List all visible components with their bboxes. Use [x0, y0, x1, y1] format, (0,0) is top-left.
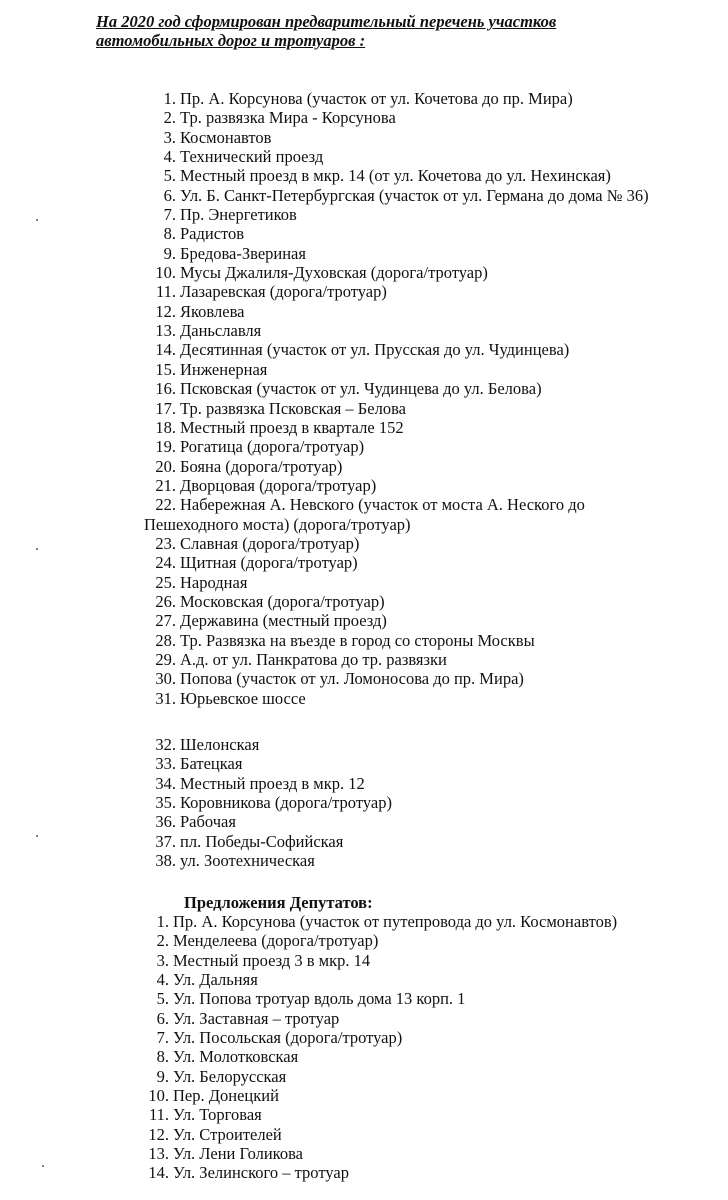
list-item — [140, 1047, 617, 1066]
item-text: Попова (участок от ул. Ломоносова до пр. Мира) — [180, 669, 524, 689]
item-number: 35. — [155, 793, 176, 813]
item-text: Ул. Лени Голикова — [173, 1144, 304, 1164]
list-item — [140, 669, 649, 688]
item-text: Рогатица (дорога/тротуар) — [180, 437, 365, 457]
item-text: Ул. Зелинского – тротуар — [173, 1163, 349, 1183]
item-number: 9. — [163, 243, 176, 263]
item-text: Дворцовая (дорога/тротуар) — [180, 475, 377, 495]
item-text: Шелонская — [180, 735, 260, 754]
list-item — [140, 302, 649, 321]
list-item — [140, 812, 392, 831]
item-number: 5. — [156, 989, 169, 1009]
list-item — [140, 1144, 617, 1163]
item-number: 14. — [155, 340, 176, 360]
item-text: Рабочая — [180, 812, 236, 832]
item-text: Славная (дорога/тротуар) — [180, 533, 360, 553]
item-text: Щитная (дорога/тротуар) — [180, 553, 358, 573]
item-text: Ул. Торговая — [173, 1105, 262, 1125]
item-number: 32. — [155, 735, 176, 754]
list-item — [140, 793, 392, 812]
item-text: Ул. Молотковская — [173, 1047, 299, 1067]
document-heading — [96, 12, 596, 50]
list-item — [140, 970, 617, 989]
item-text: Державина (местный проезд) — [180, 611, 387, 631]
list-item — [140, 108, 649, 127]
item-number: 14. — [148, 1163, 169, 1183]
item-number: 16. — [155, 379, 176, 399]
item-number: 4. — [163, 147, 176, 167]
list-item — [140, 224, 649, 243]
item-number: 24. — [155, 553, 176, 573]
item-number: 19. — [155, 437, 176, 457]
list-item — [140, 166, 649, 185]
item-text: ул. Зоотехническая — [180, 851, 315, 871]
item-text: Ул. Посольская (дорога/тротуар) — [173, 1028, 403, 1048]
list-item — [140, 1009, 617, 1028]
item-number: 5. — [163, 166, 176, 186]
list-item — [140, 399, 649, 418]
heading-line-1: На 2020 год сформирован предварительный перечень участков — [96, 12, 557, 31]
item-text: Московская (дорога/тротуар) — [180, 591, 385, 611]
item-text: Менделеева (дорога/тротуар) — [173, 931, 379, 951]
item-number: 2. — [163, 108, 176, 128]
item-text: Местный проезд 3 в мкр. 14 — [173, 950, 371, 970]
item-number: 33. — [155, 754, 176, 774]
list-item — [140, 360, 649, 379]
list-item — [140, 437, 649, 456]
road-sections-list — [140, 89, 649, 708]
scan-speck — [36, 548, 38, 550]
item-number: 13. — [148, 1144, 169, 1164]
list-item — [140, 244, 649, 263]
item-text: Тр. развязка Псковская – Белова — [180, 398, 406, 418]
item-number: 38. — [155, 851, 176, 871]
item-number: 11. — [155, 282, 176, 302]
item-number: 8. — [156, 1047, 169, 1067]
item-text: Пр. А. Корсунова (участок от путепровода до ул. Космонавтов) — [173, 912, 618, 931]
list-item — [140, 611, 649, 630]
scan-speck — [36, 835, 38, 837]
item-text: Ул. Попова тротуар вдоль дома 13 корп. 1 — [173, 989, 466, 1009]
item-text: Тр. развязка Мира - Корсунова — [180, 108, 396, 128]
list-item — [140, 851, 392, 870]
item-number: 10. — [148, 1086, 169, 1106]
item-number: 1. — [156, 912, 169, 931]
list-item — [140, 592, 649, 611]
list-item — [140, 832, 392, 851]
item-number: 12. — [148, 1124, 169, 1144]
list-item — [140, 128, 649, 147]
list-item — [140, 989, 617, 1008]
item-number: 26. — [155, 591, 176, 611]
list-item — [140, 931, 617, 950]
item-text: Технический проезд — [180, 147, 324, 167]
item-text: Инженерная — [180, 359, 268, 379]
item-number: 27. — [155, 611, 176, 631]
list-item — [140, 534, 649, 553]
deputies-proposals-list — [140, 912, 617, 1183]
item-number: 29. — [155, 649, 176, 669]
item-text: А.д. от ул. Панкратова до тр. развязки — [180, 649, 447, 669]
item-number: 12. — [155, 301, 176, 321]
item-number: 37. — [155, 831, 176, 851]
item-text: Даньславля — [180, 321, 262, 341]
list-item — [140, 754, 392, 773]
item-number: 18. — [155, 417, 176, 437]
item-text: Местный проезд в мкр. 12 — [180, 773, 365, 793]
item-text: Ул. Белорусская — [173, 1066, 287, 1086]
scan-speck — [36, 219, 38, 221]
item-number: 2. — [156, 931, 169, 951]
list-item — [140, 321, 649, 340]
list-item — [140, 89, 649, 108]
list-item — [140, 340, 649, 359]
item-number: 11. — [148, 1105, 169, 1125]
item-number: 25. — [155, 572, 176, 592]
item-number: 8. — [163, 224, 176, 244]
item-number: 10. — [155, 263, 176, 283]
item-text: Местный проезд в мкр. 14 (от ул. Кочетова до ул. Нехинская) — [180, 166, 611, 186]
item-number: 23. — [155, 533, 176, 553]
item-text: Тр. Развязка на въезде в город со стороны Москвы — [180, 630, 535, 650]
item-text: Пр. Энергетиков — [180, 205, 297, 225]
list-item — [140, 951, 617, 970]
item-text-continuation: Пешеходного моста) (дорога/тротуар) — [144, 514, 411, 534]
item-text: Космонавтов — [180, 127, 272, 147]
item-text: Юрьевское шоссе — [180, 688, 306, 708]
item-number: 4. — [156, 970, 169, 990]
item-text: Местный проезд в квартале 152 — [180, 417, 404, 437]
item-number: 6. — [156, 1008, 169, 1028]
item-text: Набережная А. Невского (участок от моста А. Неского до — [180, 495, 585, 515]
item-number: 9. — [156, 1066, 169, 1086]
item-text: Псковская (участок от ул. Чудинцева до ул. Белова) — [180, 379, 542, 399]
heading-line-2: автомобильных дорог и тротуаров : — [96, 31, 366, 50]
item-number: 1. — [163, 89, 176, 108]
item-number: 7. — [156, 1028, 169, 1048]
list-item — [140, 147, 649, 166]
item-number: 31. — [155, 688, 176, 708]
item-number: 15. — [155, 359, 176, 379]
item-text: пл. Победы-Софийская — [180, 831, 344, 851]
list-item — [140, 735, 392, 754]
scan-speck — [42, 1165, 44, 1167]
list-item — [140, 282, 649, 301]
list-item — [140, 495, 620, 534]
item-number: 6. — [163, 185, 176, 205]
list-item — [140, 912, 617, 931]
item-number: 36. — [155, 812, 176, 832]
item-number: 7. — [163, 205, 176, 225]
item-text: Десятинная (участок от ул. Прусская до ул. Чудинцева) — [180, 340, 570, 360]
list-item — [140, 457, 649, 476]
list-item — [140, 476, 649, 495]
list-item — [140, 186, 649, 205]
list-item — [140, 573, 649, 592]
item-text: Пер. Донецкий — [173, 1086, 279, 1106]
road-sections-list-continued — [140, 735, 392, 870]
list-item — [140, 631, 649, 650]
list-item — [140, 1067, 617, 1086]
item-text: Мусы Джалиля-Духовская (дорога/тротуар) — [180, 263, 488, 283]
item-text: Ул. Строителей — [173, 1124, 282, 1144]
item-number: 34. — [155, 773, 176, 793]
item-text: Лазаревская (дорога/тротуар) — [180, 282, 387, 302]
item-number: 13. — [155, 321, 176, 341]
item-text: Коровникова (дорога/тротуар) — [180, 793, 392, 813]
item-number: 20. — [155, 456, 176, 476]
item-number: 21. — [155, 475, 176, 495]
item-text: Народная — [180, 572, 248, 592]
item-text: Радистов — [180, 224, 245, 244]
item-number: 17. — [155, 398, 176, 418]
list-item — [140, 1125, 617, 1144]
list-item — [140, 1105, 617, 1124]
item-text: Ул. Б. Санкт-Петербургская (участок от ул. Германа до дома № 36) — [180, 185, 649, 205]
list-item — [140, 689, 649, 708]
list-item — [140, 263, 649, 282]
item-text: Бояна (дорога/тротуар) — [180, 456, 343, 476]
item-number: 3. — [156, 950, 169, 970]
item-number: 22. — [155, 495, 176, 515]
item-number: 30. — [155, 669, 176, 689]
list-item — [140, 205, 649, 224]
list-item — [140, 650, 649, 669]
item-number: 3. — [163, 127, 176, 147]
deputies-section-title: Предложения Депутатов: — [184, 893, 373, 912]
item-number: 28. — [155, 630, 176, 650]
list-item — [140, 774, 392, 793]
list-item — [140, 1163, 617, 1182]
item-text: Батецкая — [180, 754, 243, 774]
item-text: Пр. А. Корсунова (участок от ул. Кочетова до пр. Мира) — [180, 89, 573, 108]
list-item — [140, 418, 649, 437]
item-text: Бредова-Звериная — [180, 243, 306, 263]
item-text: Ул. Дальняя — [173, 970, 258, 990]
item-text: Яковлева — [180, 301, 245, 321]
list-item — [140, 1086, 617, 1105]
item-text: Ул. Заставная – тротуар — [173, 1008, 340, 1028]
list-item — [140, 379, 649, 398]
list-item — [140, 1028, 617, 1047]
list-item — [140, 553, 649, 572]
